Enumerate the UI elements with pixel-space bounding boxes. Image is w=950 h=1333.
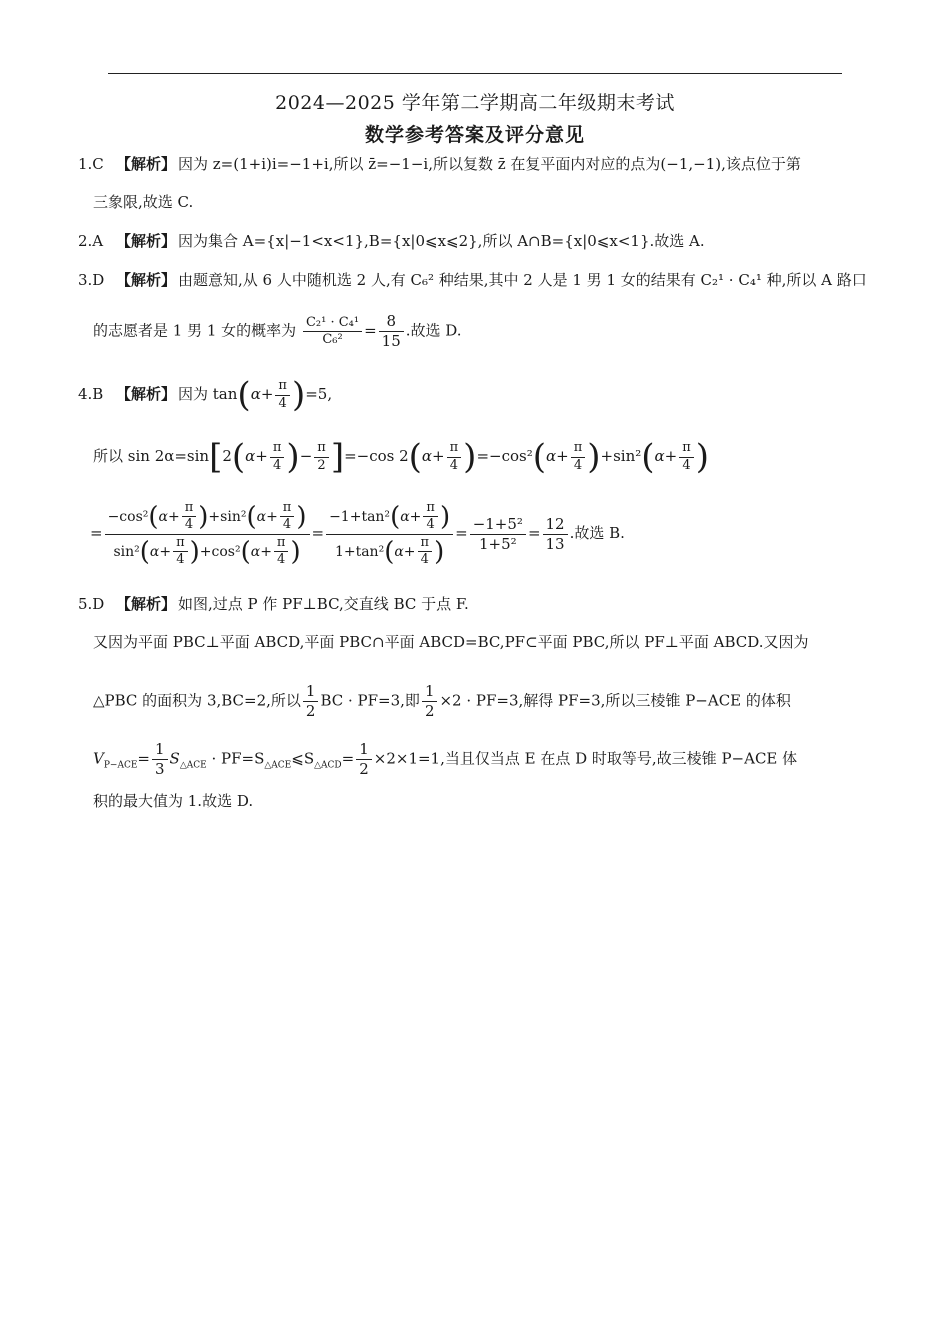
top-rule (108, 73, 842, 74)
q4-line3: = −cos²(α+ $\frac{\pi}{4}$ )+sin²(α+ $\frac{\pi}{4}$ ) sin²(α+ $\frac{\pi}{4}$ )+cos²(α+ $\frac{\pi}{4}$ ) = −1+tan²(α+ $\frac{\pi}{4}$ ) 1+tan²(α+ $\frac{\pi}{4}$ ) = $\frac{\text{−1+5²}}{\text{1+5²}}$ = $\frac{12}{13}$ .故选 B. (90, 500, 625, 567)
q4-line1: 4.B 【解析】 因为 tan(α+ $\frac{\pi}{4}$ )=5, (78, 375, 333, 415)
q5-line4: $V_{P-ACE}=$ $\frac{1}{3}$ $S_{\triangle ACE}$ · $PF=S_{\triangle ACE}⩽S_{\triangle ACD}=$ $\frac{1}{2}$ ×2×1=1,当且仅当点 E 在点 D 时取等号,故三棱锥 P−ACE 体 (93, 740, 798, 778)
analysis-tag: 【解析】 (116, 595, 177, 613)
q5-number: 5.D (78, 595, 105, 613)
q2-line1 (78, 229, 705, 253)
q3-text: 由题意知,从 6 人中随机选 2 人,有 C₆² 种结果,其中 2 人是 1 男 1 女的结果有 C₂¹ · C₄¹ 种,所以 A 路口 (178, 271, 867, 289)
exam-title: 2024—2025 学年第二学期高二年级期末考试 (275, 92, 675, 114)
q4-line2: 所以 sin 2α=sin[2(α+ $\frac{\pi}{4}$ )− $\frac{\pi}{2}$ ]=−cos 2(α+ $\frac{\pi}{4}$ )=−cos²(α+ $\frac{\pi}{4}$ )+sin²(α+ $\frac{\pi}{4}$ ) (93, 437, 710, 477)
exam-subtitle: 数学参考答案及评分意见 (364, 124, 585, 146)
q5-line1 (78, 592, 469, 616)
q3-line2: 的志愿者是 1 男 1 女的概率为 $\frac{\text{C₂¹ · C₄¹}}{\text{C₆²}}$ = $\frac{8}{15}$ .故选 D. (93, 312, 462, 350)
q4-number: 4.B (78, 385, 104, 403)
analysis-tag: 【解析】 (116, 155, 177, 173)
q5-line3: △PBC 的面积为 3,BC=2,所以 $\frac{1}{2}$ BC · PF=3,即 $\frac{1}{2}$ ×2 · PF=3,解得 PF=3,所以三棱锥 P−ACE 的体积 (93, 682, 791, 720)
q3-line1 (78, 268, 867, 292)
q5-text: 如图,过点 P 作 PF⊥BC,交直线 BC 于点 F. (178, 595, 469, 613)
analysis-tag: 【解析】 (116, 271, 177, 289)
q1-text: 因为 z=(1+i)i=−1+i,所以 z̄=−1−i,所以复数 z̄ 在复平面内对应的点为(−1,−1),该点位于第 (178, 155, 801, 173)
q1-number: 1.C (78, 155, 104, 173)
q2-number: 2.A (78, 232, 104, 250)
q2-text: 因为集合 A={x|−1<x<1},B={x|0⩽x⩽2},所以 A∩B={x|0⩽x<1}.故选 A. (178, 232, 705, 250)
q3-number: 3.D (78, 271, 105, 289)
analysis-tag: 【解析】 (116, 385, 177, 403)
q5-line5: 积的最大值为 1.故选 D. (93, 792, 254, 810)
q1-line1 (78, 152, 801, 176)
q1-line2: 三象限,故选 C. (93, 193, 194, 211)
q3-fraction: $\frac{\text{C₂¹ · C₄¹}}{\text{C₆²}}$ (303, 315, 362, 349)
q5-line2: 又因为平面 PBC⊥平面 ABCD,平面 PBC∩平面 ABCD=BC,PF⊂平面 PBC,所以 PF⊥平面 ABCD.又因为 (93, 633, 809, 651)
q3-result: $\frac{8}{15}$ (379, 312, 404, 351)
analysis-tag: 【解析】 (116, 232, 177, 250)
